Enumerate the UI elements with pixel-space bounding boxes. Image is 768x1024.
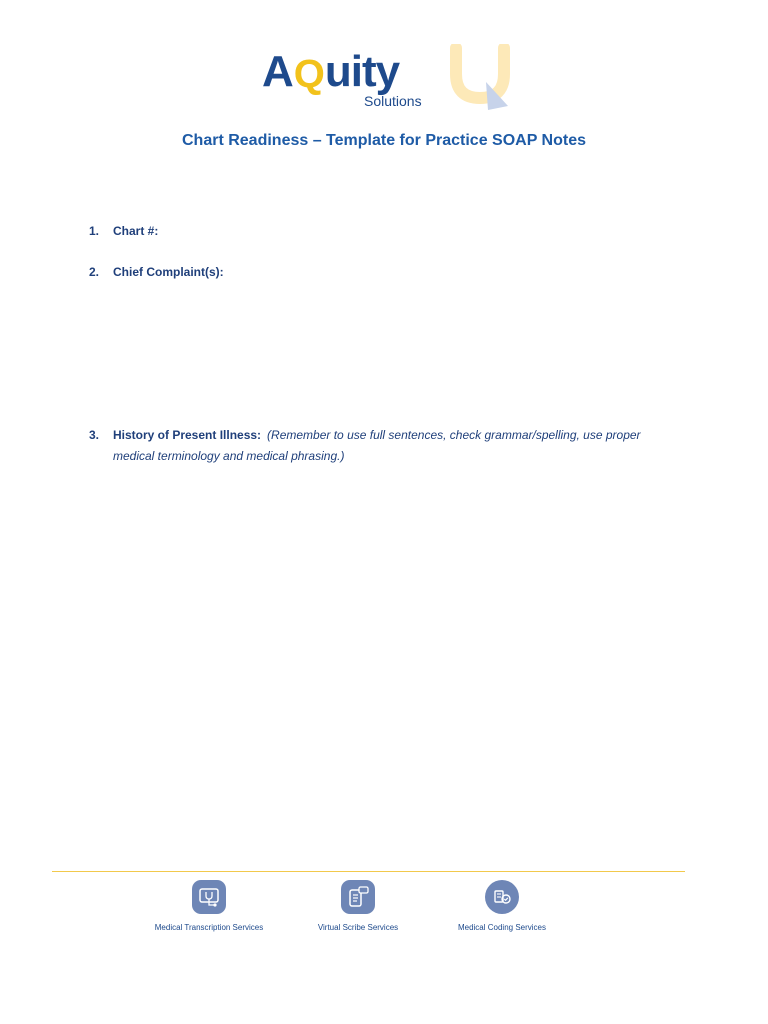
logo-subtitle: Solutions xyxy=(364,93,422,109)
company-logo xyxy=(256,44,520,120)
logo-letter-a: A xyxy=(262,47,293,96)
footer-divider xyxy=(52,871,685,872)
list-item-note: (Remember to use full sentences, check grammar/spelling, use proper medical terminology and medical phrasing.) xyxy=(113,428,641,463)
logo-wordmark xyxy=(262,47,400,96)
service-virtual-scribe xyxy=(293,880,423,933)
monitor-stethoscope-icon xyxy=(192,880,226,914)
tablet-chat-icon xyxy=(341,880,375,914)
list-item-label: Chart #: xyxy=(113,224,159,238)
service-label: Virtual Scribe Services xyxy=(317,923,399,932)
list-item-number: 2. xyxy=(89,265,100,279)
document-check-icon xyxy=(485,880,519,914)
service-label: Medical Transcription Services xyxy=(154,923,264,932)
list-item-label: Chief Complaint(s): xyxy=(113,265,224,279)
service-medical-transcription xyxy=(144,880,274,933)
u-arrow-logo-mark-icon xyxy=(446,44,516,116)
list-item-number: 1. xyxy=(89,224,100,238)
list-item-number: 3. xyxy=(89,428,100,442)
logo-letters-uity: uity xyxy=(324,47,400,96)
service-label: Medical Coding Services xyxy=(457,923,547,932)
logo-letter-q: Q xyxy=(293,52,324,96)
service-medical-coding xyxy=(437,880,567,933)
page-title: Chart Readiness – Template for Practice SOAP Notes xyxy=(182,132,586,149)
list-item-label: History of Present Illness: xyxy=(113,428,262,442)
